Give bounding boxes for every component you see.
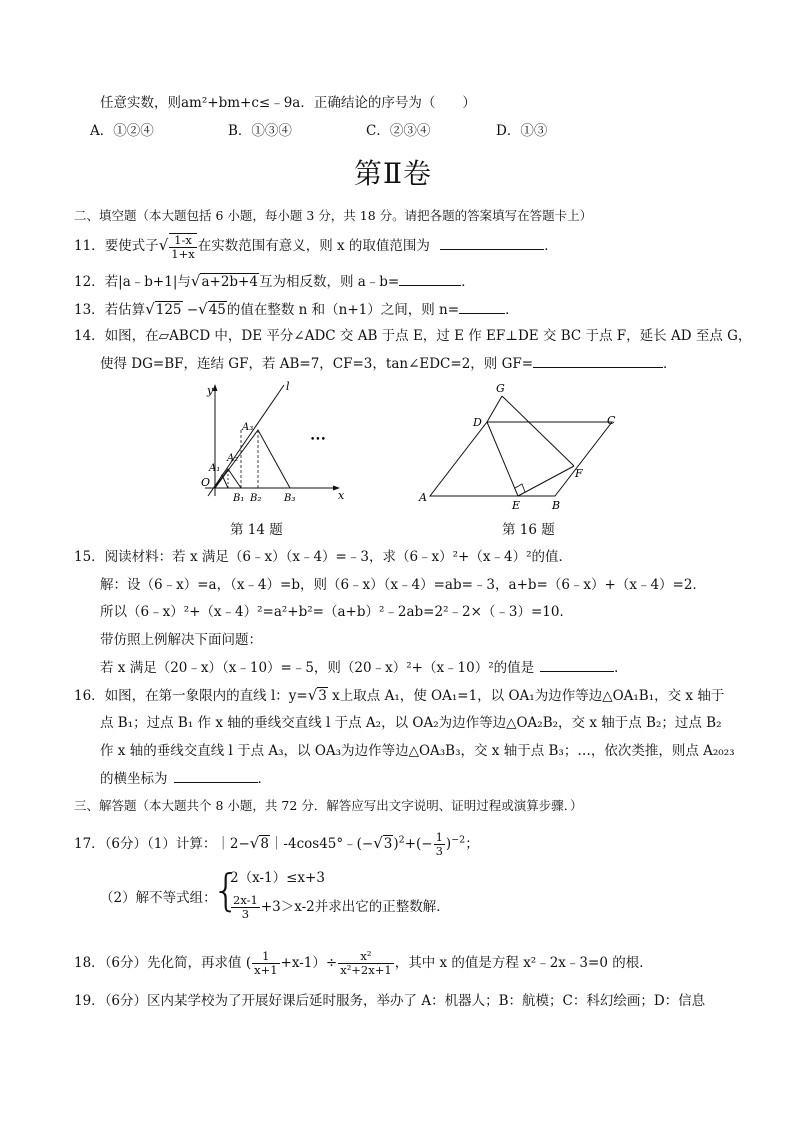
system-brace: { xyxy=(212,865,240,916)
section-3-heading: 三、解答题（本大题共个 8 小题，共 72 分．解答应写出文字说明、证明过程或演算步骤．） xyxy=(74,798,583,813)
q17-ineq-fraction xyxy=(231,894,260,921)
question-number: 11． xyxy=(74,238,105,254)
q18-frac-1-den: x+1 xyxy=(254,963,278,977)
label-y: y xyxy=(207,384,214,397)
q11-frac-num: 1-x xyxy=(169,233,196,248)
label-b2: B₂ xyxy=(250,493,262,504)
label-e: E xyxy=(512,499,521,512)
question-number: 14． xyxy=(74,328,105,344)
label-a3: A₃ xyxy=(242,422,254,433)
answer-blank[interactable] xyxy=(540,659,614,672)
segment-ef xyxy=(518,466,574,496)
question-number: 17． xyxy=(74,836,105,852)
q16-radicand: 3 xyxy=(318,688,327,704)
q17-p1-square: 2 xyxy=(398,834,405,846)
sqrt-sign: √ xyxy=(373,834,383,852)
question-18 xyxy=(74,948,653,978)
q17-p1-mid: ｜-4cos45°﹣(− xyxy=(269,836,374,852)
answer-blank[interactable] xyxy=(399,273,461,286)
segment-gf xyxy=(502,396,574,466)
question-14-line-2: 使得 DG=BF，连结 GF，若 AB=7，CF=3，tan∠EDC=2，则 GF= ． xyxy=(100,356,677,372)
question-15-line-1 xyxy=(74,548,572,566)
sqrt-sign: √ xyxy=(198,300,208,318)
q19-text: （6分）区内某学校为了开展好课后延时服务，举办了 A：机器人；B：航模；C：科幻绘画；D：信息 xyxy=(104,993,706,1009)
q17-fraction xyxy=(434,831,445,858)
q17-frac-den: 3 xyxy=(435,844,443,858)
q15-line-1: 阅读材料：若 x 满足（6﹣x）（x﹣4）=﹣3，求（6﹣x）²+（x﹣4）²的值． xyxy=(104,549,572,565)
q17-p1-exponent: −2 xyxy=(451,834,466,846)
question-10-continuation: 任意实数，则am²+bm+c≤﹣9a．正确结论的序号为（ ） xyxy=(100,95,476,111)
label-c: C xyxy=(607,414,616,427)
y-axis-arrow xyxy=(213,384,218,391)
question-17-part-1 xyxy=(74,830,479,858)
question-number: 19． xyxy=(74,993,105,1009)
label-b: B xyxy=(552,499,561,512)
q17-p1-pre: （1）计算：｜2− xyxy=(147,836,250,852)
q17-points: （6分） xyxy=(104,836,148,852)
q16-line-2: 点 B₁；过点 B₁ 作 x 轴的垂线交直线 l 于点 A₂，以 OA₂为边作等边△OA₂B₂，交 x 轴于点 B₂；过点 B₂ xyxy=(100,715,722,731)
sqrt-sign: √ xyxy=(307,686,318,704)
q13-post: 的值在整数 n 和（n+1）之间，则 n= xyxy=(226,302,460,318)
q18-frac-2-den: x²+2x+1 xyxy=(340,963,392,977)
q15-line-4: 带仿照上例解决下面问题： xyxy=(100,632,262,648)
q17-p1-plus: +(− xyxy=(404,836,433,852)
question-15-line-5: 若 x 满足（20﹣x）（x﹣10）=﹣5，则（20﹣x）²+（x﹣10）²的值是 ． xyxy=(100,660,628,676)
q17-frac-num: 1 xyxy=(435,830,443,844)
part-title: 第Ⅱ卷 xyxy=(354,157,433,190)
q15-line-2: 解：设（6﹣x）=a，（x﹣4）=b，则（6﹣x）（x﹣4）=ab=﹣3，a+b=（6﹣x）+（x﹣4）=2． xyxy=(100,577,706,593)
q18-fraction-1 xyxy=(252,950,279,977)
q15-line-3: 所以（6﹣x）²+（x﹣4）²=a²+b²=（a+b）²﹣2ab=2²﹣2×（﹣3）=10． xyxy=(100,604,573,620)
q17-inequality-2 xyxy=(230,894,450,921)
q13-radicand-2: 45 xyxy=(208,302,226,318)
q14-line-1: 如图，在▱ABCD 中，DE 平分∠ADC 交 AB 于点 E，过 E 作 EF⊥DE 交 BC 于点 F，延长 AD 至点 G， xyxy=(104,328,752,344)
q18-post: ，其中 x 的值是方程 x²﹣2x﹣3=0 的根． xyxy=(394,955,653,971)
q11-fraction xyxy=(169,233,196,261)
q15-line-5: 若 x 满足（20﹣x）（x﹣10）=﹣5，则（20﹣x）²+（x﹣10）²的值是 xyxy=(100,660,535,676)
label-f: F xyxy=(575,467,583,480)
q13-minus: − xyxy=(182,302,199,318)
q17-p1-semicolon: ； xyxy=(465,836,479,852)
option-b: B．①③④ xyxy=(228,123,292,139)
question-number: 13． xyxy=(74,302,105,318)
label-b1: B₁ xyxy=(233,493,245,504)
label-a1: A₁ xyxy=(209,463,221,474)
section-2-heading: 二、填空题（本大题包括 6 小题，每小题 3 分，共 18 分。请把各题的答案填写在答题卡上） xyxy=(74,208,593,223)
q14-line-2: 使得 DG=BF，连结 GF，若 AB=7，CF=3，tan∠EDC=2，则 GF= xyxy=(100,356,534,372)
q12-radicand: a+2b+4 xyxy=(201,274,258,290)
answer-blank[interactable] xyxy=(533,355,663,368)
q16-line-1a: 如图，在第一象限内的直线 l：y= xyxy=(104,688,308,704)
q18-pre: （6分）先化简，再求值 ( xyxy=(104,955,252,971)
question-number: 15． xyxy=(74,549,105,565)
label-a: A xyxy=(419,491,427,504)
q18-fraction-2 xyxy=(338,950,394,977)
question-16-line-4: 的横坐标为 ． xyxy=(100,771,271,787)
sqrt-sign: √ xyxy=(249,834,260,852)
label-b3: B₃ xyxy=(284,493,296,504)
figure-14-caption: 第 14 题 xyxy=(230,522,283,538)
q17-p1-radicand-2: 3 xyxy=(383,836,393,852)
q17-part-2-label: （2）解不等式组： xyxy=(100,890,217,906)
figure-16 xyxy=(412,380,632,520)
segment-dg xyxy=(487,396,502,422)
question-11: 11．要使式子√ $\frac{1-x}{1+x}$ 在实数范围有意义，则 x 的取值范围为 ． xyxy=(74,232,558,261)
q17-ineq-frac-den: 3 xyxy=(241,907,250,921)
sqrt-sign: √ xyxy=(190,272,201,290)
question-16-line-1 xyxy=(74,686,724,705)
q16-line-3: 作 x 轴的垂线交直线 l 于点 A₃，以 OA₃为边作等边△OA₃B₃，交 x 轴于点 B₃；…，依次类推，则点 A₂₀₂₃ xyxy=(100,743,735,759)
question-number: 12． xyxy=(74,274,105,290)
q11-pre: 要使式子 xyxy=(104,238,159,254)
q11-post: 在实数范围有意义，则 x 的取值范围为 xyxy=(197,238,430,254)
q18-mid: +x-1）÷ xyxy=(280,955,338,971)
sqrt-sign: √ xyxy=(145,300,155,318)
label-l: l xyxy=(286,380,290,393)
ellipsis-dots: ••• xyxy=(310,435,326,445)
sqrt-sign: √ xyxy=(158,236,169,254)
label-g: G xyxy=(496,382,505,395)
segment-de xyxy=(487,422,518,496)
q17-p1-radicand: 8 xyxy=(260,836,269,852)
label-x: x xyxy=(338,489,345,502)
q18-frac-1-num: 1 xyxy=(252,950,279,964)
answer-blank[interactable] xyxy=(440,237,544,250)
question-19 xyxy=(74,992,705,1010)
option-a: A．①②④ xyxy=(90,123,154,139)
q13-radicand-1: 125 xyxy=(155,302,182,318)
figure-14 xyxy=(190,378,360,523)
question-14-line-1 xyxy=(74,327,751,345)
answer-blank[interactable] xyxy=(459,301,505,314)
q17-p1-mid-2: ) xyxy=(393,836,399,852)
question-13: 13．若估算√125 −√45的值在整数 n 和（n+1）之间，则 n= ． xyxy=(74,300,519,318)
label-a2: A₂ xyxy=(227,453,239,464)
answer-blank[interactable] xyxy=(174,770,258,783)
option-d: D．①③ xyxy=(496,123,548,139)
q18-frac-2-num: x² xyxy=(338,950,394,964)
q17-ineq-2b: +3＞x-2 xyxy=(260,899,315,915)
q17-p1-end: ) xyxy=(445,836,452,852)
q17-inequality-1: 2（x-1）≤x+3 xyxy=(230,870,325,886)
q16-line-1b: x上取点 A₁，使 OA₁=1，以 OA₁为边作等边△OA₁B₁，交 x 轴于 xyxy=(327,688,725,704)
q12-text-b: 互为相反数，则 a﹣b= xyxy=(258,274,400,290)
right-angle-mark xyxy=(515,484,525,492)
q16-line-4: 的横坐标为 xyxy=(100,771,168,787)
label-d: D xyxy=(473,416,482,429)
label-o: O xyxy=(201,476,211,489)
figure-16-caption: 第 16 题 xyxy=(502,522,555,538)
option-c: C．②③④ xyxy=(366,123,431,139)
q17-ineq-frac-num: 2x-1 xyxy=(233,893,258,907)
q11-frac-den: 1+x xyxy=(171,246,195,261)
q12-text-a: 若|a﹣b+1|与 xyxy=(104,274,191,290)
question-number: 18． xyxy=(74,955,105,971)
q17-p2-post: 并求出它的正整数解． xyxy=(314,899,450,915)
question-12: 12．若|a﹣b+1|与√a+2b+4互为相反数，则 a﹣b= ． xyxy=(74,272,475,290)
question-number: 16． xyxy=(74,688,105,704)
q13-pre: 若估算 xyxy=(104,302,146,318)
